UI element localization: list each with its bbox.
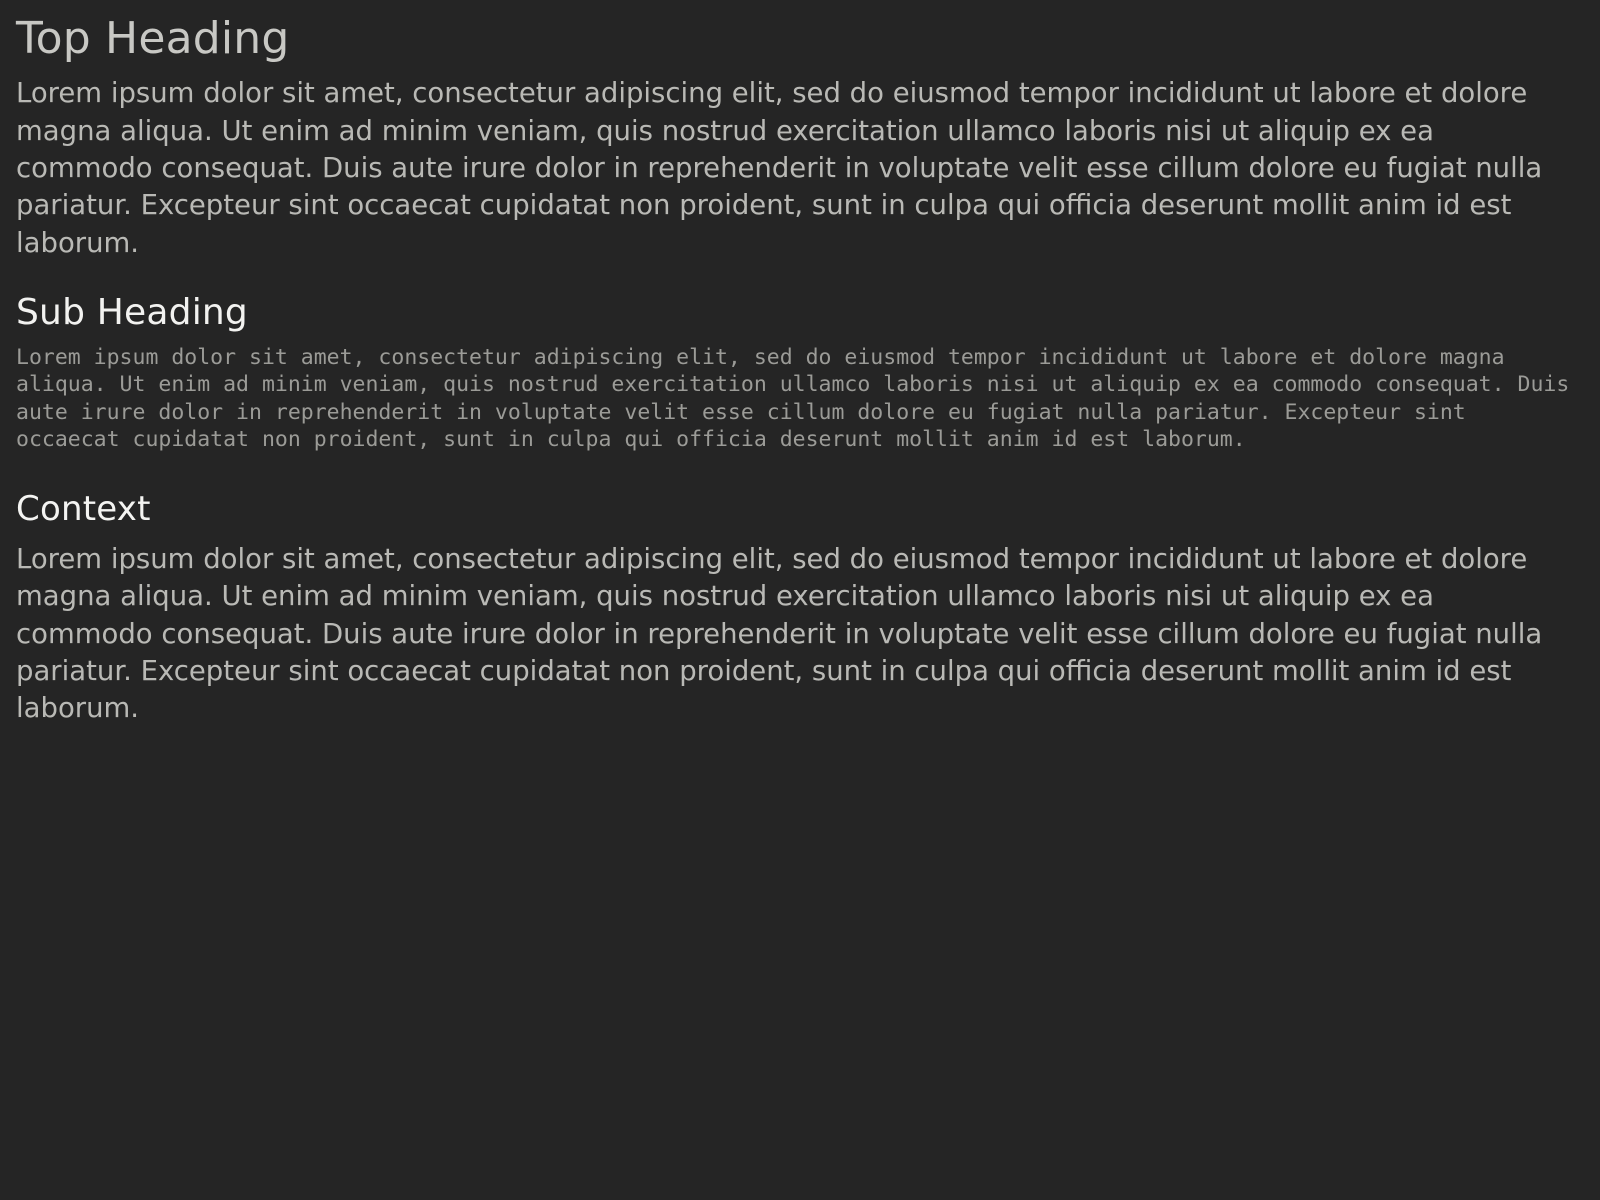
context-paragraph: Lorem ipsum dolor sit amet, consectetur adipiscing elit, sed do eiusmod tempor incididunt ut labore et dolore magna aliqua. Ut enim ad minim veniam, quis nostrud exercitation ullamco laboris nisi ut aliquip ex ea commodo consequat. Duis aute irure dolor in reprehenderit in voluptate velit esse cillum dolore eu fugiat nulla pariatur. Excepteur sint occaecat cupidatat non proident, sunt in culpa qui officia deserunt mollit anim id est laborum. [16, 542, 1543, 725]
sub-heading-paragraph: Lorem ipsum dolor sit amet, consectetur adipiscing elit, sed do eiusmod tempor incididunt ut labore et dolore magna aliqua. Ut enim ad minim veniam, quis nostrud exercitation ullamco laboris nisi ut aliquip ex ea commodo consequat. Duis aute irure dolor in reprehenderit in voluptate velit esse cillum dolore eu fugiat nulla pariatur. Excepteur sint occaecat cupidatat non proident, sunt in culpa qui officia deserunt mollit anim id est laborum. [16, 344, 1583, 453]
top-heading: Top Heading [16, 13, 290, 64]
top-heading-paragraph: Lorem ipsum dolor sit amet, consectetur adipiscing elit, sed do eiusmod tempor incididunt ut labore et dolore magna aliqua. Ut enim ad minim veniam, quis nostrud exercitation ullamco laboris nisi ut aliquip ex ea commodo consequat. Duis aute irure dolor in reprehenderit in voluptate velit esse cillum dolore eu fugiat nulla pariatur. Excepteur sint occaecat cupidatat non proident, sunt in culpa qui officia deserunt mollit anim id est laborum. [16, 77, 1543, 259]
context-heading: Context [16, 488, 151, 529]
sub-heading: Sub Heading [16, 292, 248, 334]
document-body [16, 14, 1586, 728]
